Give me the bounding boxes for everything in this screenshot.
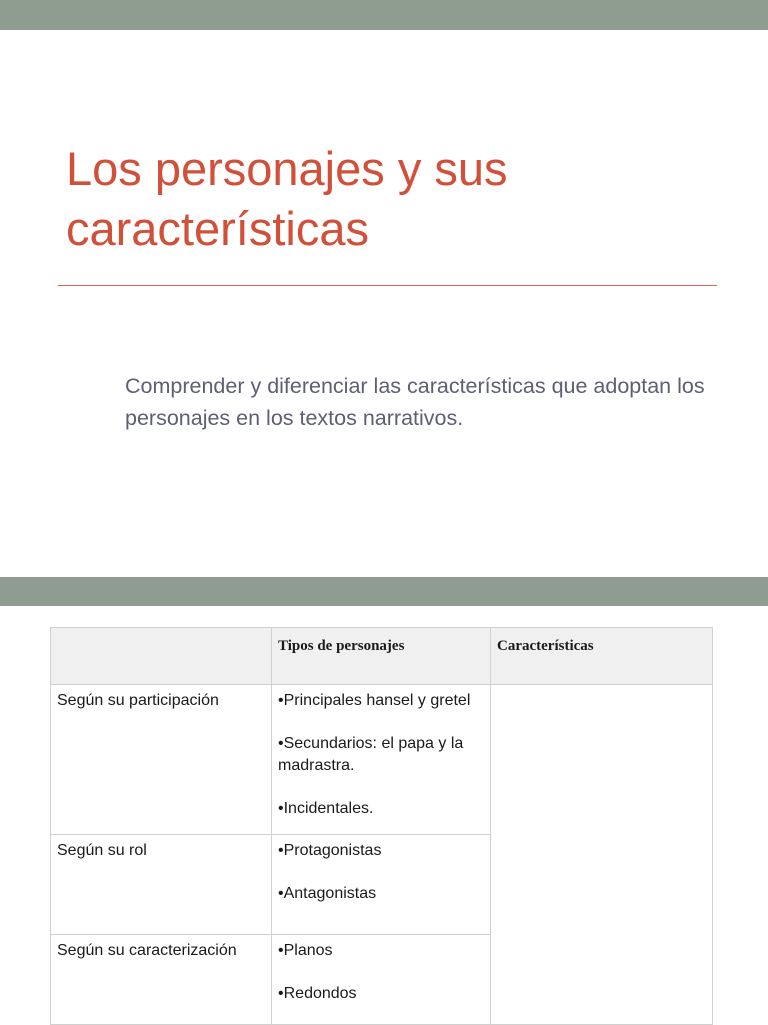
- types-list: [278, 690, 484, 820]
- characteristics-cell: [491, 685, 713, 1025]
- row-types-cell: [272, 935, 491, 1025]
- types-list: [278, 840, 484, 905]
- table-row: [51, 685, 713, 835]
- title-divider: [58, 285, 717, 286]
- slide-header-band: [0, 0, 768, 30]
- list-item: • Planos: [278, 940, 484, 962]
- row-criterion: Según su participación: [51, 685, 272, 835]
- list-item: • Secundarios: el papa y la madrastra.: [278, 733, 484, 777]
- row-types-cell: [272, 685, 491, 835]
- row-criterion: Según su rol: [51, 835, 272, 935]
- characters-table: [50, 627, 713, 1025]
- header-cell-caracteristicas: Características: [491, 628, 713, 685]
- slide-separator-band: [0, 577, 768, 606]
- header-cell-empty: [51, 628, 272, 685]
- types-list: [278, 940, 484, 1005]
- table-header-row: [51, 628, 713, 685]
- slide-subtitle: Comprender y diferenciar las características que adoptan los personajes en los textos narrativos.: [125, 374, 705, 430]
- row-types-cell: [272, 835, 491, 935]
- list-item: • Principales hansel y gretel: [278, 690, 484, 712]
- row-criterion: Según su caracterización: [51, 935, 272, 1025]
- header-cell-tipos: Tipos de personajes: [272, 628, 491, 685]
- list-item: • Redondos: [278, 983, 484, 1005]
- list-item: • Antagonistas: [278, 883, 484, 905]
- list-item: • Incidentales.: [278, 798, 484, 820]
- list-item: • Protagonistas: [278, 840, 484, 862]
- slide-title: Los personajes y sus características: [66, 142, 508, 255]
